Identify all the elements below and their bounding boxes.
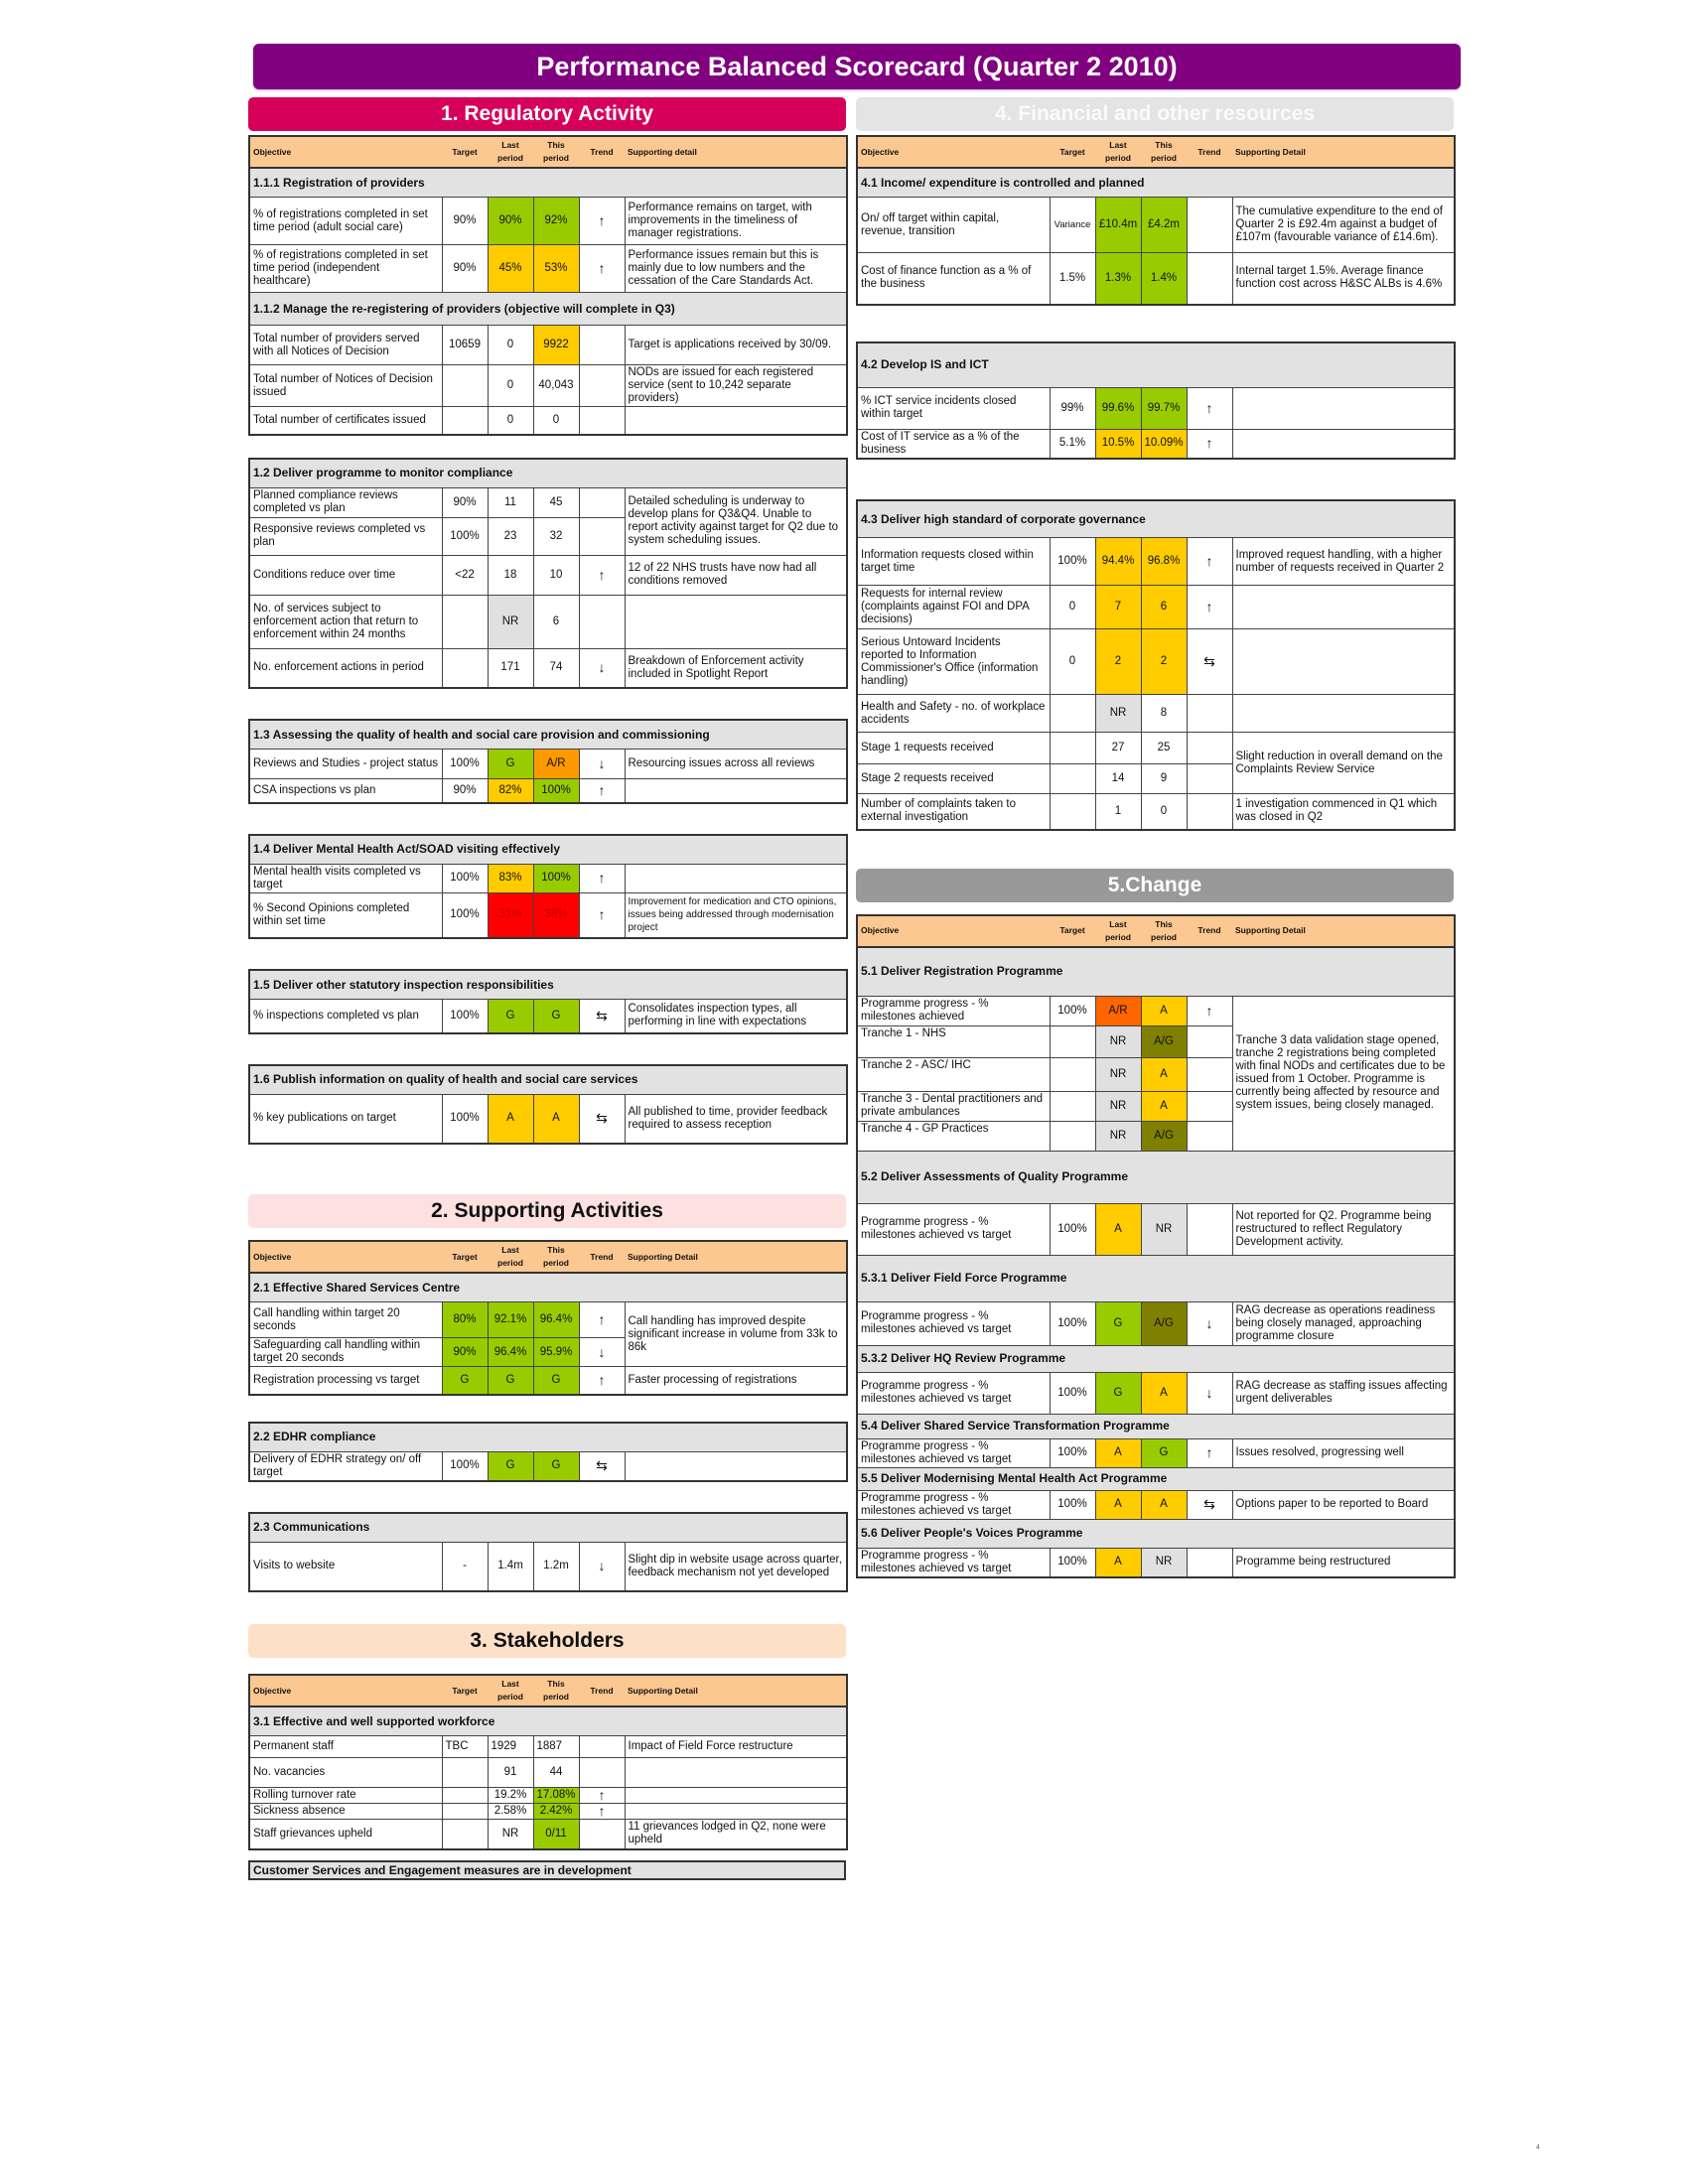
- group-header: 2.2 EDHR compliance: [249, 1423, 847, 1452]
- column-header-row: [249, 136, 847, 168]
- table-row: Information requests closed within target time 100% 94.4% 96.8% ↑ Improved request handling, with a higher number of requests received in Quarter 2: [857, 538, 1455, 586]
- section-header-supporting-activities: 2. Supporting Activities: [248, 1194, 846, 1228]
- table-row: No. enforcement actions in period 171 74 ↓ Breakdown of Enforcement activity included in Spotlight Report: [249, 648, 847, 688]
- page-title: Performance Balanced Scorecard (Quarter 2 2010): [253, 44, 1461, 89]
- table-row: % key publications on target 100% A A ⇆ All published to time, provider feedback required to assess reception: [249, 1094, 847, 1144]
- table-row: Delivery of EDHR strategy on/ off target 100% G G ⇆: [249, 1451, 847, 1481]
- group-header: 1.3 Assessing the quality of health and social care provision and commissioning: [249, 720, 847, 750]
- table-row: Programme progress - % milestones achieved vs target 100% A NR Not reported for Q2. Programme being restructured to reflect Regulatory Development activity.: [857, 1203, 1455, 1255]
- table-row: Programme progress - % milestones achieved vs target 100% G A ↓ RAG decrease as staffing issues affecting urgent deliverables: [857, 1372, 1455, 1414]
- table-row: Health and Safety - no. of workplace accidents NR 8: [857, 695, 1455, 733]
- table-row: Permanent staff TBC 1929 1887 Impact of Field Force restructure: [249, 1736, 847, 1758]
- table-row: Programme progress - % milestones achieved vs target 100% A G ↑ Issues resolved, progressing well: [857, 1438, 1455, 1467]
- section-header-stakeholders: 3. Stakeholders: [248, 1624, 846, 1658]
- group-header: 2.3 Communications: [249, 1513, 847, 1543]
- group-header: 5.6 Deliver People's Voices Programme: [857, 1519, 1455, 1548]
- table-row: Responsive reviews completed vs plan 100% 23 32: [249, 517, 847, 555]
- trend-up-icon: ↑: [1187, 387, 1232, 429]
- table-row: Conditions reduce over time <22 18 10 ↑ 12 of 22 NHS trusts have now had all conditions removed: [249, 555, 847, 595]
- table-row: CSA inspections vs plan 90% 82% 100% ↑: [249, 779, 847, 803]
- communications-table: [248, 1512, 848, 1593]
- trend-up-icon: ↑: [579, 1302, 625, 1338]
- column-header-row: Objective Target Last period This period Trend Supporting Detail: [249, 1241, 847, 1273]
- trend-down-icon: ↓: [579, 750, 625, 779]
- group-header: 1.6 Publish information on quality of health and social care services: [249, 1065, 847, 1095]
- group-header: 5.1 Deliver Registration Programme: [857, 947, 1455, 997]
- ict-table: [856, 341, 1456, 461]
- table-row: Total number of Notices of Decision issued 0 40,043 NODs are issued for each registered service (sent to 10,242 separate providers): [249, 365, 847, 407]
- trend-down-icon: ↓: [579, 1542, 625, 1591]
- trend-up-icon: ↑: [579, 1367, 625, 1395]
- table-row: Rolling turnover rate 19.2% 17.08% ↑: [249, 1788, 847, 1804]
- trend-up-icon: ↑: [1187, 429, 1232, 459]
- trend-up-icon: ↑: [579, 779, 625, 803]
- quality-assessment-table: [248, 719, 848, 804]
- column-header-row: Objective Target Last period This period Trend Supporting Detail: [857, 136, 1455, 168]
- trend-stable-icon: ⇆: [579, 1094, 625, 1144]
- table-row: Visits to website - 1.4m 1.2m ↓ Slight dip in website usage across quarter, feedback mechanism not yet developed: [249, 1542, 847, 1591]
- section-header-change: 5.Change: [856, 869, 1454, 902]
- group-header: 5.4 Deliver Shared Service Transformation Programme: [857, 1414, 1455, 1438]
- col-trend: Trend: [579, 136, 625, 168]
- table-row: Cost of finance function as a % of the business 1.5% 1.3% 1.4% Internal target 1.5%. Average finance function cost across H&SC ALBs is 4.6%: [857, 253, 1455, 305]
- group-header: 1.4 Deliver Mental Health Act/SOAD visiting effectively: [249, 835, 847, 865]
- group-header: 5.3.2 Deliver HQ Review Programme: [857, 1345, 1455, 1372]
- trend-up-icon: ↑: [579, 1788, 625, 1804]
- trend-stable-icon: ⇆: [579, 1000, 625, 1033]
- col-objective: Objective: [249, 136, 442, 168]
- trend-up-icon: ↑: [1187, 538, 1232, 586]
- trend-stable-icon: ⇆: [1187, 629, 1232, 695]
- trend-up-icon: ↑: [579, 864, 625, 892]
- section-header-regulatory-activity: 1. Regulatory Activity: [248, 97, 846, 131]
- left-column: [248, 97, 846, 1880]
- table-row: Sickness absence 2.58% 2.42% ↑: [249, 1804, 847, 1820]
- table-row: Programme progress - % milestones achieved vs target 100% A A ⇆ Options paper to be reported to Board: [857, 1490, 1455, 1519]
- supporting-activities-table: [248, 1240, 848, 1396]
- trend-up-icon: ↑: [579, 198, 625, 245]
- column-header-row: Objective Target Last period This period Trend Supporting Detail: [249, 1675, 847, 1706]
- table-row: % ICT service incidents closed within target 99% 99.6% 99.7% ↑: [857, 387, 1455, 429]
- table-row: Total number of certificates issued 0 0: [249, 407, 847, 435]
- table-row: % of registrations completed in set time period (adult social care) 90% 90% 92% ↑ Performance remains on target, with improvements in the timeliness of manager registrations.: [249, 198, 847, 245]
- section-header-financial-resources: 4. Financial and other resources: [856, 97, 1454, 131]
- trend-down-icon: ↓: [579, 648, 625, 688]
- group-header: 4.1 Income/ expenditure is controlled and planned: [857, 168, 1455, 198]
- trend-up-icon: ↑: [579, 555, 625, 595]
- table-row: Reviews and Studies - project status 100% G A/R ↓ Resourcing issues across all reviews: [249, 750, 847, 779]
- table-row: Call handling within target 20 seconds 80% 92.1% 96.4% ↑ Call handling has improved despite significant increase in volume from 33k to 86k: [249, 1302, 847, 1338]
- trend-down-icon: ↓: [1187, 1301, 1232, 1345]
- table-row: Programme progress - % milestones achieved 100% A/R A ↑ Tranche 3 data validation stage opened, tranche 2 registrations being completed with final NODs and certificates due to be issued from 1 October. Programme is currently being affected by resource and system issues, being closely managed.: [857, 996, 1455, 1025]
- right-column: [856, 97, 1454, 1578]
- table-row: % of registrations completed in set time period (independent healthcare) 90% 45% 53% ↑ Performance issues remain but this is mainly due to low numbers and the cessation of the Care Standards Act.: [249, 245, 847, 293]
- trend-down-icon: ↓: [579, 1338, 625, 1367]
- mental-health-table: [248, 834, 848, 940]
- table-row: No. vacancies 91 44: [249, 1758, 847, 1788]
- edhr-table: [248, 1422, 848, 1482]
- table-row: Tranche 4 - GP Practices NR A/G: [857, 1121, 1455, 1151]
- table-row: Planned compliance reviews completed vs plan 90% 11 45 Detailed scheduling is underway to develop plans for Q3&Q4. Unable to report activity against target for Q2 due to system scheduling issues.: [249, 487, 847, 517]
- table-row: Staff grievances upheld NR 0/11 11 grievances lodged in Q2, none were upheld: [249, 1820, 847, 1849]
- group-header: 5.3.1 Deliver Field Force Programme: [857, 1255, 1455, 1301]
- trend-up-icon: ↑: [1187, 586, 1232, 629]
- table-row: Tranche 3 - Dental practitioners and private ambulances NR A: [857, 1091, 1455, 1121]
- trend-down-icon: ↓: [1187, 1372, 1232, 1414]
- group-header: 1.1.2 Manage the re-registering of providers (objective will complete in Q3): [249, 293, 847, 326]
- group-header: 2.1 Effective Shared Services Centre: [249, 1273, 847, 1302]
- table-row: Programme progress - % milestones achieved vs target 100% A NR Programme being restructured: [857, 1548, 1455, 1577]
- publish-information-table: [248, 1064, 848, 1146]
- development-note: Customer Services and Engagement measures are in development: [248, 1860, 846, 1880]
- table-row: Stage 2 requests received 14 9: [857, 764, 1455, 794]
- compliance-table: [248, 458, 848, 690]
- group-header: 1.5 Deliver other statutory inspection responsibilities: [249, 970, 847, 1000]
- trend-up-icon: ↑: [579, 245, 625, 293]
- col-this-period: This period: [533, 136, 579, 168]
- table-row: % inspections completed vs plan 100% G G ⇆ Consolidates inspection types, all performing in line with expectations: [249, 1000, 847, 1033]
- column-header-row: Objective Target Last period This period Trend Supporting Detail: [857, 915, 1455, 947]
- group-header: 4.2 Develop IS and ICT: [857, 342, 1455, 388]
- table-row: Mental health visits completed vs target 100% 83% 100% ↑: [249, 864, 847, 892]
- table-row: Tranche 1 - NHS NR A/G: [857, 1025, 1455, 1057]
- group-header: 1.1.1 Registration of providers: [249, 168, 847, 198]
- group-header: 5.2 Deliver Assessments of Quality Programme: [857, 1151, 1455, 1203]
- page-number: 4: [1536, 2144, 1540, 2151]
- group-header: 4.3 Deliver high standard of corporate governance: [857, 500, 1455, 538]
- trend-up-icon: ↑: [1187, 996, 1232, 1025]
- table-row: Cost of IT service as a % of the business 5.1% 10.5% 10.09% ↑: [857, 429, 1455, 459]
- col-last-period: Last period: [488, 136, 533, 168]
- table-row: Tranche 2 - ASC/ IHC NR A: [857, 1057, 1455, 1091]
- stakeholders-table: [248, 1674, 848, 1850]
- trend-up-icon: ↑: [1187, 1438, 1232, 1467]
- col-supporting-detail: Supporting detail: [625, 136, 847, 168]
- table-row: Programme progress - % milestones achieved vs target 100% G A/G ↓ RAG decrease as operations readiness being closely managed, approaching programme closure: [857, 1301, 1455, 1345]
- table-row: Total number of providers served with all Notices of Decision 10659 0 9922 Target is applications received by 30/09.: [249, 326, 847, 365]
- trend-up-icon: ↑: [579, 1804, 625, 1820]
- table-row: Number of complaints taken to external investigation 1 0 1 investigation commenced in Q1 which was closed in Q2: [857, 794, 1455, 830]
- financial-table: [856, 135, 1456, 306]
- table-row: Stage 1 requests received 27 25 Slight reduction in overall demand on the Complaints Review Service: [857, 733, 1455, 764]
- table-row: Requests for internal review (complaints against FOI and DPA decisions) 0 7 6 ↑: [857, 586, 1455, 629]
- trend-stable-icon: ⇆: [1187, 1490, 1232, 1519]
- table-row: On/ off target within capital, revenue, transition Variance £10.4m £4.2m The cumulative expenditure to the end of Quarter 2 is £92.4m against a budget of £107m (favourable variance of £14.6m).: [857, 198, 1455, 253]
- trend-stable-icon: ⇆: [579, 1451, 625, 1481]
- statutory-inspection-table: [248, 969, 848, 1034]
- regulatory-activity-table: [248, 135, 848, 436]
- change-table: [856, 914, 1456, 1578]
- table-row: Registration processing vs target G G G ↑ Faster processing of registrations: [249, 1367, 847, 1395]
- table-row: Safeguarding call handling within target 20 seconds 90% 96.4% 95.9% ↓: [249, 1338, 847, 1367]
- table-row: No. of services subject to enforcement action that return to enforcement within 24 months NR 6: [249, 595, 847, 648]
- group-header: 3.1 Effective and well supported workforce: [249, 1706, 847, 1736]
- table-row: Serious Untoward Incidents reported to Information Commissioner's Office (information handling) 0 2 2 ⇆: [857, 629, 1455, 695]
- table-row: % Second Opinions completed within set time 100% 31% 38% ↑ Improvement for medication and CTO opinions, issues being addressed through modernisation project: [249, 892, 847, 938]
- trend-up-icon: ↑: [579, 892, 625, 938]
- col-target: Target: [442, 136, 488, 168]
- group-header: 5.5 Deliver Modernising Mental Health Act Programme: [857, 1467, 1455, 1490]
- governance-table: [856, 499, 1456, 831]
- group-header: 1.2 Deliver programme to monitor compliance: [249, 459, 847, 488]
